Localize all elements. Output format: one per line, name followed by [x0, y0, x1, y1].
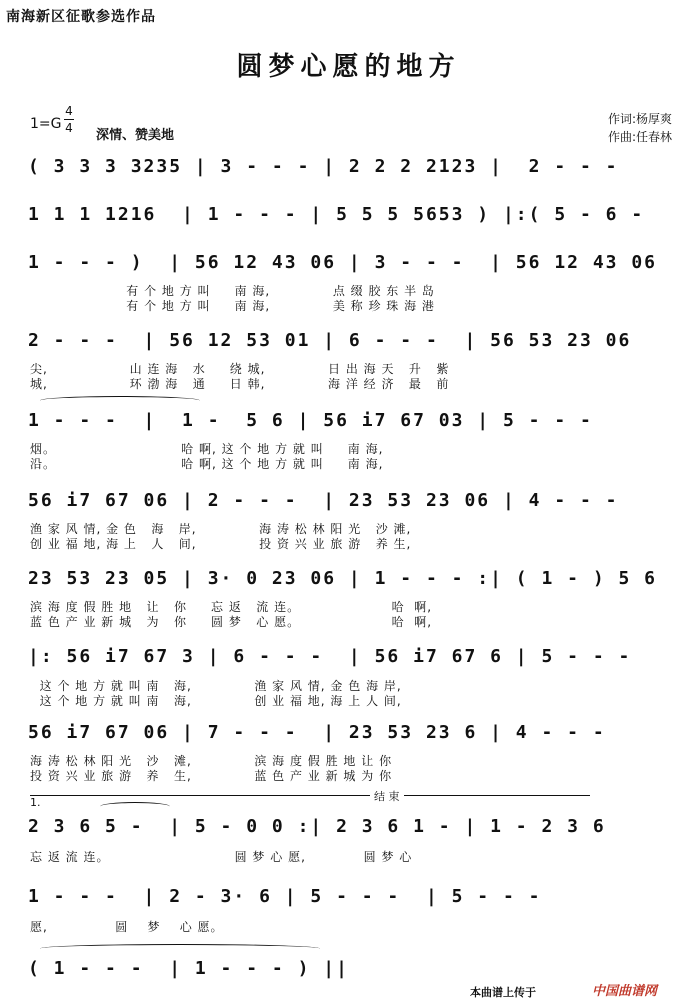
lyric-line: 渔 家 风 情, 金 色 海 岸, 海 涛 松 林 阳 光 沙 滩,	[30, 522, 412, 536]
notation-row-4: 2 - - - | 56 12 53 01 | 6 - - - | 56 53 23 06	[28, 330, 632, 351]
notation-row-6: 56 i7 67 06 | 2 - - - | 23 53 23 06 | 4 - - -	[28, 490, 619, 511]
time-signature-top: 4	[65, 104, 73, 118]
lyric-line: 蓝 色 产 业 新 城 为 你 圆 梦 心 愿。 哈 啊,	[30, 615, 433, 629]
notation-row-5: 1 - - - | 1 - 5 6 | 56 i7 67 03 | 5 - - -	[28, 410, 593, 431]
lyric-line: 这 个 地 方 就 叫 南 海, 创 业 福 地, 海 上 人 间,	[30, 694, 402, 708]
final-ending-label: 结 束	[370, 788, 404, 804]
lyric-line: 滨 海 度 假 胜 地 让 你 忘 返 流 连。 哈 啊,	[30, 600, 433, 614]
notation-row-3: 1 - - - ) | 56 12 43 06 | 3 - - - | 56 12 43 06	[28, 252, 658, 273]
time-signature	[64, 104, 74, 135]
notation-row-11: 1 - - - | 2 - 3· 6 | 5 - - - | 5 - - -	[28, 886, 542, 907]
slur-mark	[100, 802, 170, 811]
lyric-line: 忘 返 流 连。 圆 梦 心 愿, 圆 梦 心	[30, 850, 413, 864]
collection-header: 南海新区征歌参选作品	[6, 9, 156, 25]
lyric-line: 有 个 地 方 叫 南 海, 美 称 珍 珠 海 港	[30, 299, 435, 313]
time-signature-line	[64, 119, 74, 120]
first-ending-label: 1.	[30, 796, 41, 809]
lyric-line: 投 资 兴 业 旅 游 养 生, 蓝 色 产 业 新 城 为 你	[30, 769, 393, 783]
notation-row-7: 23 53 23 05 | 3· 0 23 06 | 1 - - - :| ( 1 - ) 5 6	[28, 568, 658, 589]
lyric-line: 这 个 地 方 就 叫 南 海, 渔 家 风 情, 金 色 海 岸,	[30, 679, 402, 693]
notation-row-12: ( 1 - - - | 1 - - - ) ||	[28, 958, 349, 979]
lyricist-credit: 作词:杨厚爽	[608, 112, 673, 126]
song-title: 圆梦心愿的地方	[236, 52, 461, 82]
composer-credit: 作曲:任春林	[608, 130, 673, 144]
notation-row-10: 2 3 6 5 - | 5 - 0 0 :| 2 3 6 1 - | 1 - 2 3 6	[28, 816, 606, 837]
lyric-line: 海 涛 松 林 阳 光 沙 滩, 滨 海 度 假 胜 地 让 你	[30, 754, 393, 768]
lyric-line: 愿, 圆 梦 心 愿。	[30, 920, 224, 934]
notation-row-8: |: 56 i7 67 3 | 6 - - - | 56 i7 67 6 | 5 - - -	[28, 646, 632, 667]
lyric-line: 沿。 哈 啊, 这 个 地 方 就 叫 南 海,	[30, 457, 384, 471]
notation-row-1: ( 3 3 3 3235 | 3 - - - | 2 2 2 2123 | 2 - - -	[28, 156, 619, 177]
lyric-line: 尖, 山 连 海 水 绕 城, 日 出 海 天 升 紫	[30, 362, 450, 376]
lyric-line: 创 业 福 地, 海 上 人 间, 投 资 兴 业 旅 游 养 生,	[30, 537, 412, 551]
tempo-mood: 深情、赞美地	[96, 128, 175, 143]
slur-mark	[40, 396, 200, 405]
time-signature-bottom: 4	[65, 121, 73, 135]
notation-row-9: 56 i7 67 06 | 7 - - - | 23 53 23 6 | 4 - - -	[28, 722, 606, 743]
lyric-line: 城, 环 渤 海 通 日 韩, 海 洋 经 济 最 前	[30, 377, 450, 391]
upload-notice: 本曲谱上传于	[470, 986, 536, 999]
lyric-line: 有 个 地 方 叫 南 海, 点 缀 胶 东 半 岛	[30, 284, 435, 298]
lyric-line: 烟。 哈 啊, 这 个 地 方 就 叫 南 海,	[30, 442, 384, 456]
slur-mark	[40, 944, 320, 953]
key-signature: 1=G	[30, 116, 62, 132]
site-logo: 中国曲谱网	[592, 984, 658, 999]
notation-row-2: 1 1 1 1216 | 1 - - - | 5 5 5 5653 ) |:( 5 - 6 -	[28, 204, 645, 225]
